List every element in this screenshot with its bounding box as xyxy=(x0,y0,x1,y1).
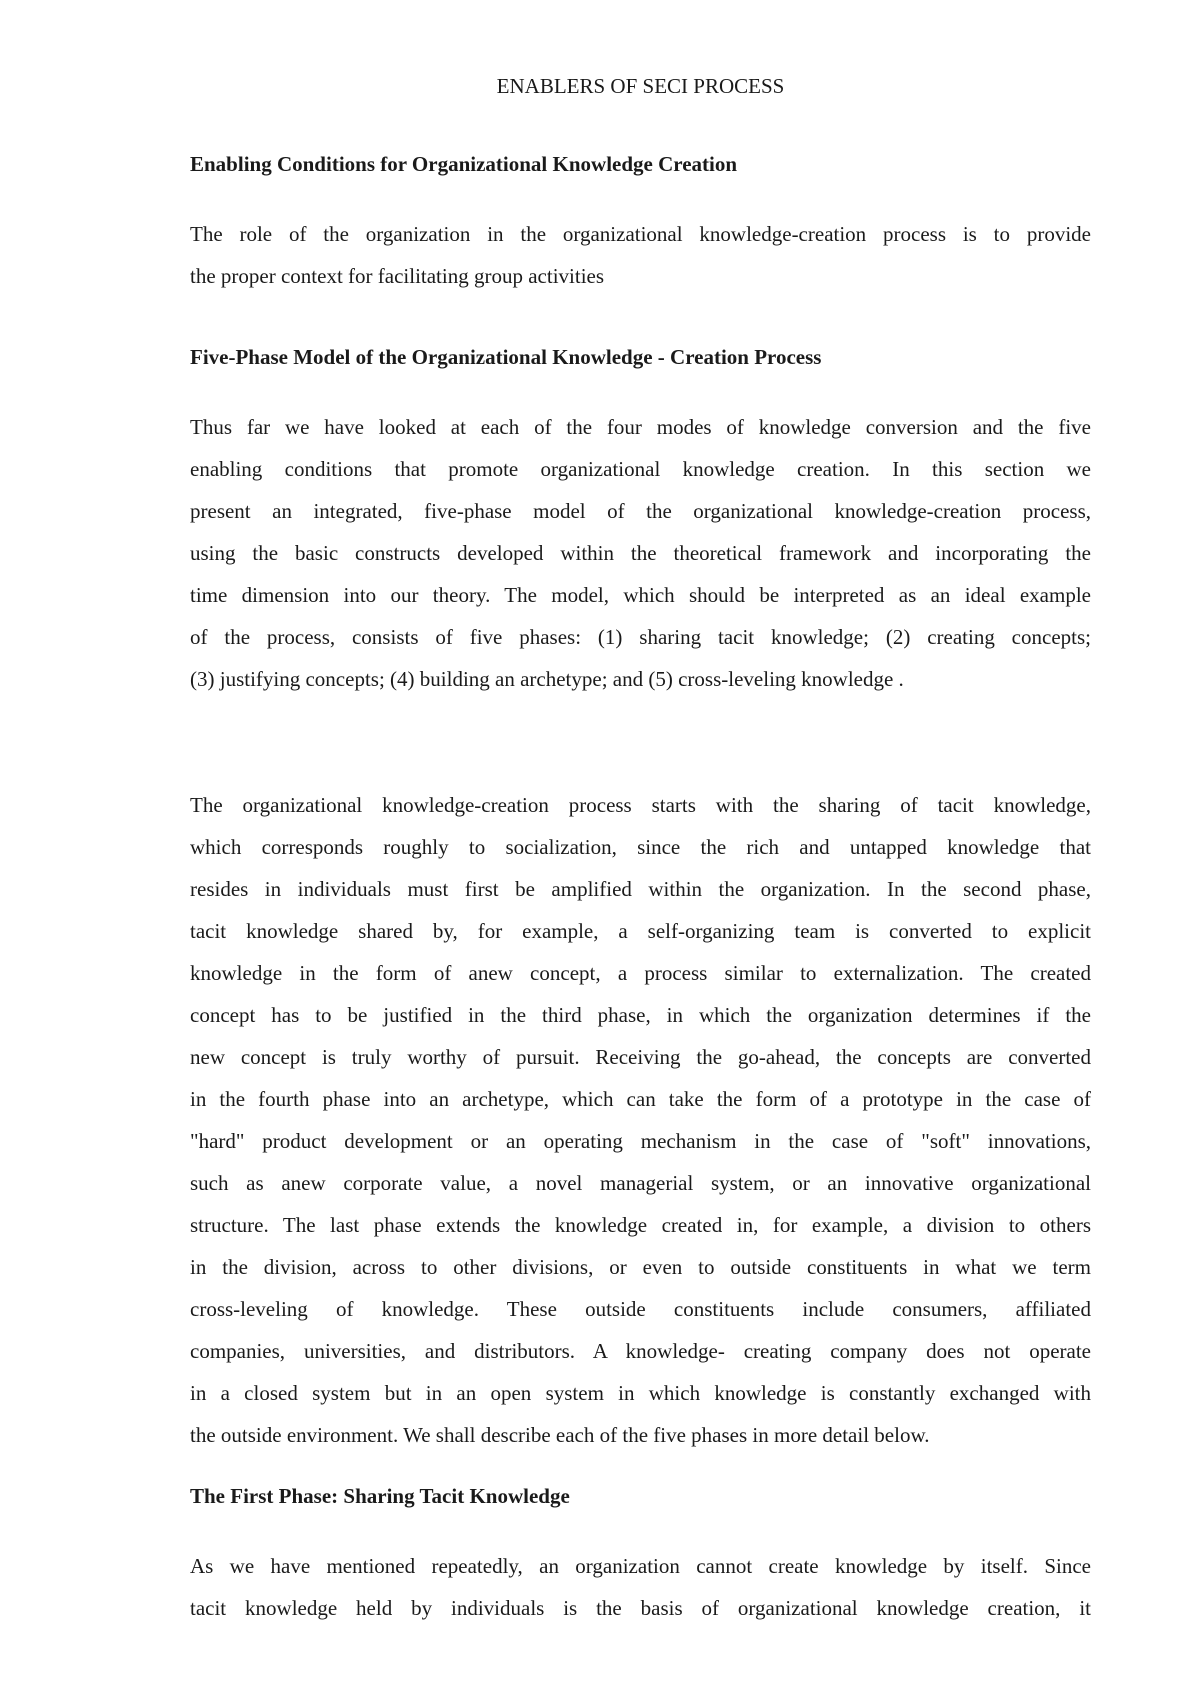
text-line: the proper context for facilitating group activities xyxy=(190,264,605,288)
text-line: resides in individuals must first be amplified within the organization. In the second phase, xyxy=(190,877,1091,901)
section-heading-first-phase: The First Phase: Sharing Tacit Knowledge xyxy=(190,1484,570,1508)
text-line: time dimension into our theory. The model, which should be interpreted as an ideal example xyxy=(190,583,1091,607)
text-line: tacit knowledge held by individuals is the basis of organizational knowledge creation, it xyxy=(190,1596,1091,1620)
paragraph-role-of-organization xyxy=(190,213,1091,297)
text-line: (3) justifying concepts; (4) building an archetype; and (5) cross-leveling knowledge . xyxy=(190,667,904,691)
text-line: using the basic constructs developed within the theoretical framework and incorporating the xyxy=(190,541,1091,565)
text-line: structure. The last phase extends the knowledge created in, for example, a division to others xyxy=(190,1213,1091,1237)
text-line: such as anew corporate value, a novel managerial system, or an innovative organizational xyxy=(190,1171,1091,1195)
text-line: in a closed system but in an open system in which knowledge is constantly exchanged with xyxy=(190,1381,1091,1405)
paragraph-five-phase-intro xyxy=(190,406,1091,700)
text-line: knowledge in the form of anew concept, a process similar to externalization. The created xyxy=(190,961,1091,985)
text-line: of the process, consists of five phases: (1) sharing tacit knowledge; (2) creating concepts; xyxy=(190,625,1091,649)
section-heading-five-phase-model: Five-Phase Model of the Organizational Knowledge - Creation Process xyxy=(190,345,822,369)
text-line: cross-leveling of knowledge. These outside constituents include consumers, affiliated xyxy=(190,1297,1091,1321)
paragraph-process-overview xyxy=(190,784,1091,1456)
text-line: The organizational knowledge-creation process starts with the sharing of tacit knowledge, xyxy=(190,793,1091,817)
paragraph-first-phase xyxy=(190,1545,1091,1629)
text-line: concept has to be justified in the third phase, in which the organization determines if the xyxy=(190,1003,1091,1027)
text-line: tacit knowledge shared by, for example, a self-organizing team is converted to explicit xyxy=(190,919,1091,943)
text-line: the outside environment. We shall describe each of the five phases in more detail below. xyxy=(190,1423,930,1447)
text-line: in the division, across to other divisions, or even to outside constituents in what we term xyxy=(190,1255,1091,1279)
text-line: enabling conditions that promote organizational knowledge creation. In this section we xyxy=(190,457,1091,481)
section-heading-enabling-conditions: Enabling Conditions for Organizational Knowledge Creation xyxy=(190,152,738,176)
text-line: companies, universities, and distributors. A knowledge- creating company does not operate xyxy=(190,1339,1091,1363)
text-line: Thus far we have looked at each of the four modes of knowledge conversion and the five xyxy=(190,415,1091,439)
text-line: "hard" product development or an operating mechanism in the case of "soft" innovations, xyxy=(190,1129,1091,1153)
text-line: in the fourth phase into an archetype, which can take the form of a prototype in the case of xyxy=(190,1087,1091,1111)
document-title: ENABLERS OF SECI PROCESS xyxy=(496,74,785,98)
text-line: new concept is truly worthy of pursuit. Receiving the go-ahead, the concepts are converted xyxy=(190,1045,1091,1069)
text-line: present an integrated, five-phase model of the organizational knowledge-creation process, xyxy=(190,499,1091,523)
text-line: The role of the organization in the organizational knowledge-creation process is to provide xyxy=(190,222,1091,246)
text-line: which corresponds roughly to socialization, since the rich and untapped knowledge that xyxy=(190,835,1091,859)
text-line: As we have mentioned repeatedly, an organization cannot create knowledge by itself. Since xyxy=(190,1554,1091,1578)
